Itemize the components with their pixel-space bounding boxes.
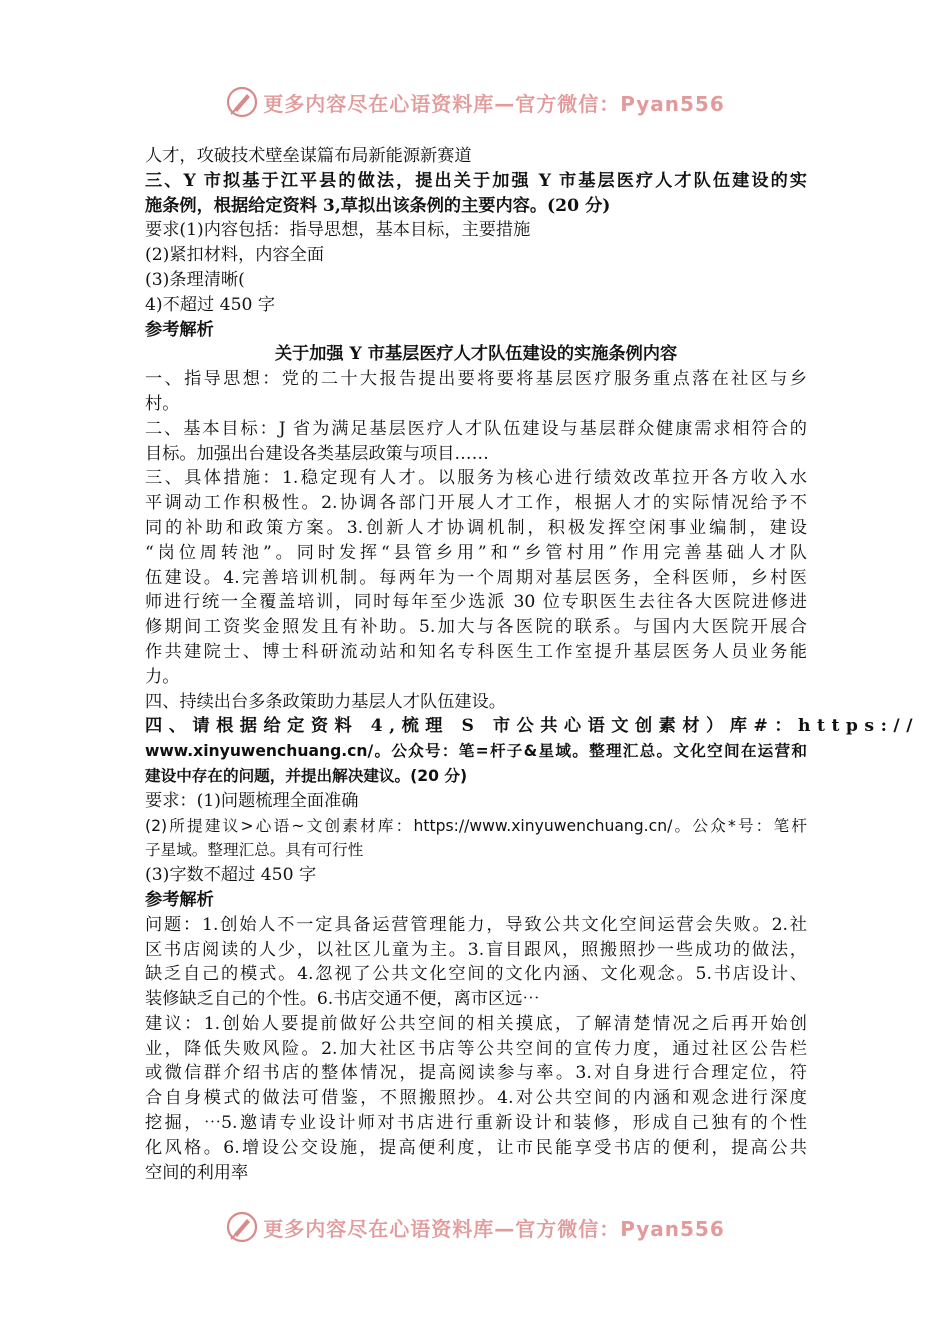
text-line: 子星域。整理汇总。具有可行性 <box>145 841 364 860</box>
header-banner <box>0 82 950 122</box>
text-line: 施条例，根据给定资料 3,草拟出该条例的主要内容。(20 分) <box>145 195 611 216</box>
text-line: 四、持续出台多条政策助力基层人才队伍建设。 <box>145 691 506 712</box>
text-line: 关于加强 Y 市基层医疗人才队伍建设的实施条例内容 <box>274 344 678 365</box>
text-line: 建议：1.创始人要提前做好公共空间的相关摸底，了解清楚情况之后再开始创 <box>145 1013 807 1034</box>
text-line: 三、Y 市拟基于江平县的做法，提出关于加强 Y 市基层医疗人才队伍建设的实 <box>145 170 807 191</box>
text-line: 建设中存在的问题，并提出解决建议。(20 分) <box>145 766 468 785</box>
text-line: 力。 <box>145 666 180 687</box>
text-line: 要求(1)内容包括：指导思想，基本目标，主要措施 <box>145 220 531 241</box>
text-line: (3)条理清晰( <box>145 269 245 290</box>
text-line: 作共建院士、博士科研流动站和知名专科医生工作室提升基层医务人员业务能 <box>145 641 807 662</box>
text-line: 问题：1.创始人不一定具备运营管理能力，导致公共文化空间运营会失败。2.社 <box>145 914 807 935</box>
text-line: “岗位周转池”。同时发挥“县管乡用”和“乡管村用”作用完善基础人才队 <box>145 542 807 563</box>
text-line: (2)紧扣材料，内容全面 <box>145 245 325 266</box>
text-line: 装修缺乏自己的个性。6.书店交通不便，离市区远⋯ <box>145 989 540 1010</box>
footer-banner <box>0 1207 950 1247</box>
text-line: 参考解析 <box>145 889 214 910</box>
document-body <box>145 144 919 1185</box>
text-line: 或微信群介绍书店的整体情况，提高阅读参与率。3.对自身进行合理定位，符 <box>145 1063 807 1084</box>
text-line: 三、具体措施：1.稳定现有人才。以服务为核心进行绩效改革拉开各方收入水 <box>145 468 807 489</box>
text-line: 一、指导思想：党的二十大报告提出要将要将基层医疗服务重点落在社区与乡 <box>145 369 807 390</box>
text-line: 业，降低失败风险。2.加大社区书店等公共空间的宣传力度，通过社区公告栏 <box>145 1038 807 1059</box>
text-line: 4)不超过 450 字 <box>145 294 276 315</box>
text-line: 二、基本目标：J 省为满足基层医疗人才队伍建设与基层群众健康需求相符合的 <box>145 418 807 439</box>
text-line: 人才，攻破技术壁垒谋篇布局新能源新赛道 <box>145 146 472 166</box>
banner-text: 更多内容尽在心语资料库—官方微信：Pyan556 <box>263 91 725 116</box>
text-line: 目标。加强出台建设各类基层政策与项目…… <box>145 443 489 464</box>
logo-icon <box>225 1210 259 1244</box>
text-line: 四、请根据给定资料 4,梳理 S 市公共心语文创素材）库#：https:// <box>145 716 919 737</box>
text-line: 区书店阅读的人少，以社区儿童为主。3.盲目跟风，照搬照抄一些成功的做法， <box>145 939 807 960</box>
text-line: 参考解析 <box>145 319 214 340</box>
text-line: www.xinyuwenchuang.cn/。公众号：笔=杆子&星域。整理汇总。文化空间在运营和 <box>145 742 807 761</box>
text-line: 空间的利用率 <box>145 1162 249 1183</box>
text-line: 要求：(1)问题梳理全面准确 <box>145 790 359 811</box>
text-line: 修期间工资奖金照发且有补助。5.加大与各医院的联系。与国内大医院开展合 <box>145 617 807 638</box>
text-line: 合自身模式的做法可借鉴，不照搬照抄。4.对公共空间的内涵和观念进行深度 <box>145 1088 807 1109</box>
text-line: 师进行统一全覆盖培训，同时每年至少选派 30 位专职医生去往各大医院进修进 <box>145 592 807 613</box>
text-line: 化风格。6.增设公交设施，提高便利度，让市民能享受书店的便利，提高公共 <box>145 1137 807 1158</box>
text-line: (3)字数不超过 450 字 <box>145 865 317 886</box>
text-line: 伍建设。4.完善培训机制。每两年为一个周期对基层医务，全科医师，乡村医 <box>145 567 807 588</box>
text-line: (2)所提建议>心语~文创素材库：https://www.xinyuwenchuang.cn/。公众*号：笔杆 <box>145 816 807 835</box>
text-line: 村。 <box>145 393 180 414</box>
text-line: 同的补助和政策方案。3.创新人才协调机制，积极发挥空闲事业编制，建设 <box>145 517 807 538</box>
banner-text: 更多内容尽在心语资料库—官方微信：Pyan556 <box>263 1216 725 1241</box>
logo-icon <box>225 85 259 119</box>
text-line: 缺乏自己的模式。4.忽视了公共文化空间的文化内涵、文化观念。5.书店设计、 <box>145 964 807 985</box>
text-line: 挖掘，⋯5.邀请专业设计师对书店进行重新设计和装修，形成自己独有的个性 <box>145 1113 807 1134</box>
text-line: 平调动工作积极性。2.协调各部门开展人才工作，根据人才的实际情况给予不 <box>145 493 807 514</box>
